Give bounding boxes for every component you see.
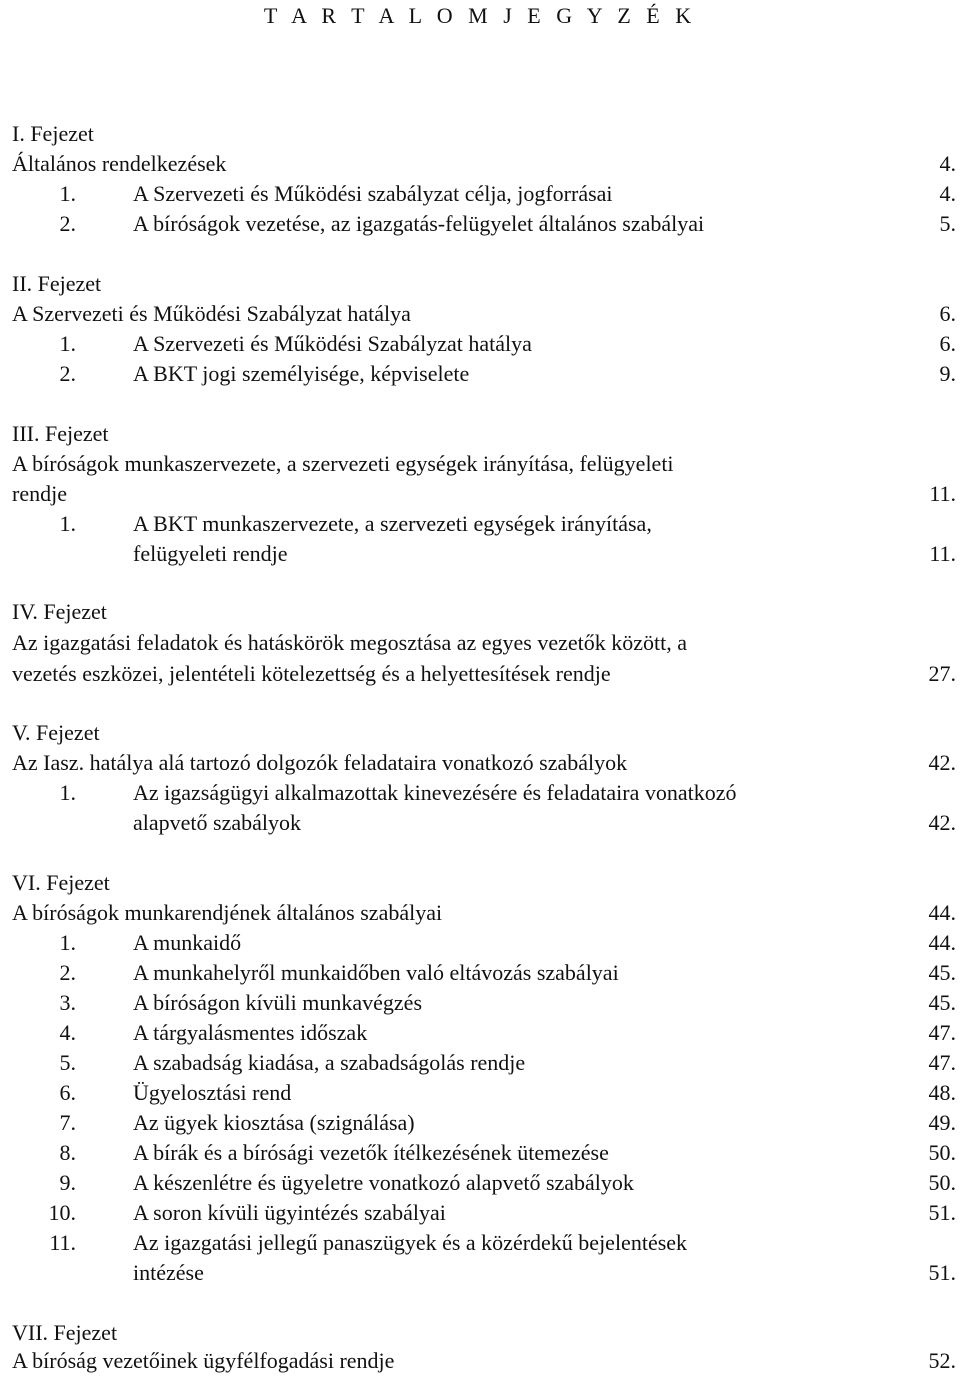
item-title-continued: felügyeleti rendje — [133, 541, 288, 566]
toc-entry-6-7[interactable] — [6, 1108, 956, 1138]
page-number: 51. — [928, 1260, 956, 1285]
page-number: 44. — [928, 900, 956, 925]
item-number: 3. — [59, 990, 76, 1015]
chapter-title: A Szervezeti és Működési Szabályzat hatálya — [12, 301, 411, 326]
item-title: A soron kívüli ügyintézés szabályai — [133, 1200, 446, 1225]
toc-entry-5-1-cont[interactable] — [6, 808, 956, 838]
item-number: 7. — [59, 1110, 76, 1135]
chapter-heading-label: VII. Fejezet — [12, 1320, 118, 1345]
toc-entry-6-11[interactable] — [6, 1228, 956, 1258]
page-number: 42. — [928, 750, 956, 775]
toc-entry-chapter-5[interactable] — [6, 748, 956, 778]
page-number: 50. — [928, 1140, 956, 1165]
toc-entry-chapter-6[interactable] — [6, 898, 956, 928]
toc-entry-6-11-cont[interactable] — [6, 1258, 956, 1288]
item-title: A szabadság kiadása, a szabadságolás rendje — [133, 1050, 526, 1075]
item-number: 6. — [59, 1080, 76, 1105]
item-number: 1. — [59, 181, 76, 206]
chapter-heading-label: III. Fejezet — [12, 421, 109, 446]
chapter-title: A bíróságok munkaszervezete, a szervezeti egységek irányítása, felügyeleti — [12, 451, 674, 476]
chapter-title-continued: vezetés eszközei, jelentételi kötelezettség és a helyettesítések rendje — [12, 661, 611, 686]
chapter-heading-label: VI. Fejezet — [12, 870, 110, 895]
page-number: 47. — [928, 1050, 956, 1075]
item-title: A bírák és a bírósági vezetők ítélkezésének ütemezése — [133, 1140, 609, 1165]
chapter-heading-1 — [6, 119, 956, 149]
toc-entry-6-3[interactable] — [6, 988, 956, 1018]
toc-entry-chapter-4-cont[interactable] — [6, 659, 956, 689]
chapter-title: Általános rendelkezések — [12, 151, 227, 176]
chapter-heading-label: IV. Fejezet — [12, 599, 107, 624]
toc-entry-6-1[interactable] — [6, 928, 956, 958]
page-number: 47. — [928, 1020, 956, 1045]
page-number: 50. — [928, 1170, 956, 1195]
chapter-heading-2 — [6, 269, 956, 299]
item-number: 1. — [59, 930, 76, 955]
item-number: 10. — [48, 1200, 76, 1225]
item-number: 2. — [59, 211, 76, 236]
page-number: 9. — [939, 361, 956, 386]
chapter-title: Az Iasz. hatálya alá tartozó dolgozók feladataira vonatkozó szabályok — [12, 750, 628, 775]
item-title: A bíróságok vezetése, az igazgatás-felügyelet általános szabályai — [133, 211, 705, 236]
chapter-heading-3 — [6, 419, 956, 449]
item-title: A BKT munkaszervezete, a szervezeti egységek irányítása, — [133, 511, 652, 536]
item-number: 4. — [59, 1020, 76, 1045]
item-title: Ügyelosztási rend — [133, 1080, 292, 1105]
page-number: 4. — [939, 181, 956, 206]
item-title: A készenlétre és ügyeletre vonatkozó alapvető szabályok — [133, 1170, 634, 1195]
item-title: A bíróságon kívüli munkavégzés — [133, 990, 423, 1015]
toc-entry-6-9[interactable] — [6, 1168, 956, 1198]
toc-entry-6-2[interactable] — [6, 958, 956, 988]
toc-entry-chapter-4[interactable] — [6, 628, 956, 658]
item-title: A tárgyalásmentes időszak — [133, 1020, 368, 1045]
toc-entry-chapter-2[interactable] — [6, 299, 956, 329]
chapter-heading-label: I. Fejezet — [12, 121, 94, 146]
chapter-title: A bíróságok munkarendjének általános szabályai — [12, 900, 443, 925]
chapter-title: Az igazgatási feladatok és hatáskörök megosztása az egyes vezetők között, a — [12, 630, 687, 655]
chapter-heading-4 — [6, 597, 956, 627]
chapter-title: A bíróság vezetőinek ügyfélfogadási rendje — [12, 1348, 395, 1373]
item-title: A munkaidő — [133, 930, 242, 955]
page-number: 27. — [928, 661, 956, 686]
chapter-heading-5 — [6, 718, 956, 748]
page-number: 45. — [928, 960, 956, 985]
page-number: 11. — [929, 481, 956, 506]
item-title: A BKT jogi személyisége, képviselete — [133, 361, 470, 386]
toc-entry-6-4[interactable] — [6, 1018, 956, 1048]
page-number: 11. — [929, 541, 956, 566]
item-number: 9. — [59, 1170, 76, 1195]
item-title-continued: intézése — [133, 1260, 204, 1285]
item-title: Az igazgatási jellegű panaszügyek és a közérdekű bejelentések — [133, 1230, 688, 1255]
toc-entry-2-2[interactable] — [6, 359, 956, 389]
chapter-heading-6 — [6, 868, 956, 898]
toc-entry-1-1[interactable] — [6, 179, 956, 209]
item-title: A Szervezeti és Működési szabályzat célja, jogforrásai — [133, 181, 613, 206]
toc-entry-6-10[interactable] — [6, 1198, 956, 1228]
chapter-heading-label: II. Fejezet — [12, 271, 102, 296]
page-number: 49. — [928, 1110, 956, 1135]
toc-entry-chapter-7[interactable] — [6, 1346, 956, 1376]
page-number: 45. — [928, 990, 956, 1015]
toc-entry-2-1[interactable] — [6, 329, 956, 359]
item-number: 8. — [59, 1140, 76, 1165]
page-number: 6. — [939, 331, 956, 356]
chapter-heading-7 — [6, 1318, 956, 1348]
item-number: 5. — [59, 1050, 76, 1075]
page-number: 42. — [928, 810, 956, 835]
page-number: 48. — [928, 1080, 956, 1105]
item-number: 11. — [49, 1230, 76, 1255]
item-title: A munkahelyről munkaidőben való eltávozás szabályai — [133, 960, 619, 985]
page-number: 5. — [939, 211, 956, 236]
page-number: 52. — [928, 1348, 956, 1373]
item-title: Az igazságügyi alkalmazottak kinevezésére és feladataira vonatkozó — [133, 780, 737, 805]
toc-entry-6-8[interactable] — [6, 1138, 956, 1168]
page-number: 4. — [939, 151, 956, 176]
page-number: 6. — [939, 301, 956, 326]
chapter-title-continued: rendje — [12, 481, 67, 506]
page-title: T A R T A L O M J E G Y Z É K — [263, 3, 697, 28]
toc-entry-chapter-3-cont[interactable] — [6, 479, 956, 509]
toc-entry-5-1[interactable] — [6, 778, 956, 808]
chapter-heading-label: V. Fejezet — [12, 720, 100, 745]
item-number: 1. — [59, 511, 76, 536]
toc-entry-chapter-3[interactable] — [6, 449, 956, 479]
toc-entry-3-1-cont[interactable] — [6, 539, 956, 569]
item-number: 1. — [59, 331, 76, 356]
page-number: 44. — [928, 930, 956, 955]
toc-entry-6-6[interactable] — [6, 1078, 956, 1108]
toc-entry-1-2[interactable] — [6, 209, 956, 239]
toc-entry-6-5[interactable] — [6, 1048, 956, 1078]
item-title: A Szervezeti és Működési Szabályzat hatálya — [133, 331, 532, 356]
toc-entry-chapter-1[interactable] — [6, 149, 956, 179]
item-number: 1. — [59, 780, 76, 805]
item-title-continued: alapvető szabályok — [133, 810, 301, 835]
item-number: 2. — [59, 960, 76, 985]
toc-entry-3-1[interactable] — [6, 509, 956, 539]
page-number: 51. — [928, 1200, 956, 1225]
item-title: Az ügyek kiosztása (szignálása) — [133, 1110, 415, 1135]
item-number: 2. — [59, 361, 76, 386]
